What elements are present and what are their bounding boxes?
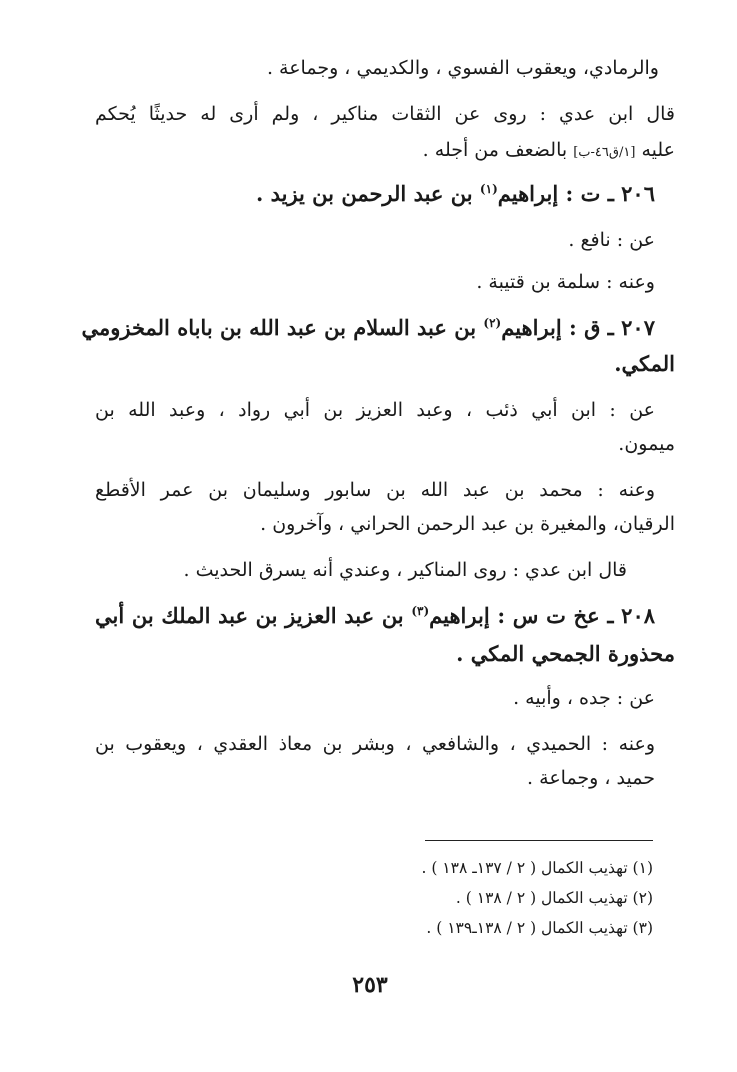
- entry-name: بن عبد السلام بن عبد الله بن باباه المخزومي: [81, 315, 477, 340]
- narrated-from-cont: ميمون.: [618, 433, 675, 455]
- entry-heading-206: [95, 180, 655, 208]
- entry-name-cont: المكي.: [614, 351, 675, 376]
- text-fragment: عليه: [641, 139, 675, 161]
- footnote: (٢) تهذيب الكمال ( ٢ / ١٣٨ ) .: [455, 889, 653, 907]
- page-number: ٢٥٣: [352, 972, 388, 998]
- footnote-marker: (١): [479, 182, 498, 196]
- entry-name: بن عبد العزيز بن عبد الملك بن أبي: [95, 603, 404, 628]
- critic-note: قال ابن عدي : روى المناكير ، وعندي أنه يسرق الحديث .: [183, 559, 627, 581]
- narrated-by: وعنه : الحميدي ، والشافعي ، وبشر بن معاذ العقدي ، ويعقوب بن: [95, 733, 655, 755]
- footnote: (١) تهذيب الكمال ( ٢ / ١٣٧ـ ١٣٨ ) .: [421, 859, 653, 877]
- narrated-from: عن : جده ، وأبيه .: [513, 687, 655, 709]
- text-line: قال ابن عدي : روى عن الثقات مناكير ، ولم أرى له حديثًا يُحكم: [95, 103, 675, 125]
- narrated-by-cont: حميد ، وجماعة .: [527, 767, 655, 789]
- text-fragment: بالضعف من أجله .: [422, 139, 568, 161]
- entry-number: ٢٠٨ ـ عخ ت س : إبراهيم: [429, 603, 656, 628]
- narrated-from: عن : ابن أبي ذئب ، وعبد العزيز بن أبي رواد ، وعبد الله بن: [95, 399, 655, 421]
- narrated-by-cont: الرقيان، والمغيرة بن عبد الرحمن الحراني ، وآخرون .: [260, 513, 675, 535]
- entry-heading-207: [81, 314, 655, 342]
- footnote-marker: (٢): [483, 316, 502, 330]
- text-line: والرمادي، ويعقوب الفسوي ، والكديمي ، وجماعة .: [266, 57, 659, 79]
- entry-name-cont: محذورة الجمحي المكي .: [456, 641, 675, 666]
- manuscript-ref: [١/ق٤٦-ب]: [573, 145, 636, 160]
- narrated-by: وعنه : محمد بن عبد الله بن سابور وسليمان بن عمر الأقطع: [95, 479, 655, 501]
- entry-number: ٢٠٧ ـ ق : إبراهيم: [501, 315, 655, 340]
- footnote: (٣) تهذيب الكمال ( ٢ / ١٣٨ـ١٣٩ ) .: [426, 919, 653, 937]
- narrated-by: وعنه : سلمة بن قتيبة .: [476, 271, 655, 293]
- footnote-marker: (٣): [411, 604, 430, 618]
- text-line: [95, 136, 675, 167]
- entry-heading-208: [95, 602, 655, 630]
- entry-name: بن عبد الرحمن بن يزيد .: [255, 181, 473, 206]
- entry-number: ٢٠٦ ـ ت : إبراهيم: [497, 181, 655, 206]
- narrated-from: عن : نافع .: [568, 229, 655, 251]
- footnote-divider: [425, 840, 653, 841]
